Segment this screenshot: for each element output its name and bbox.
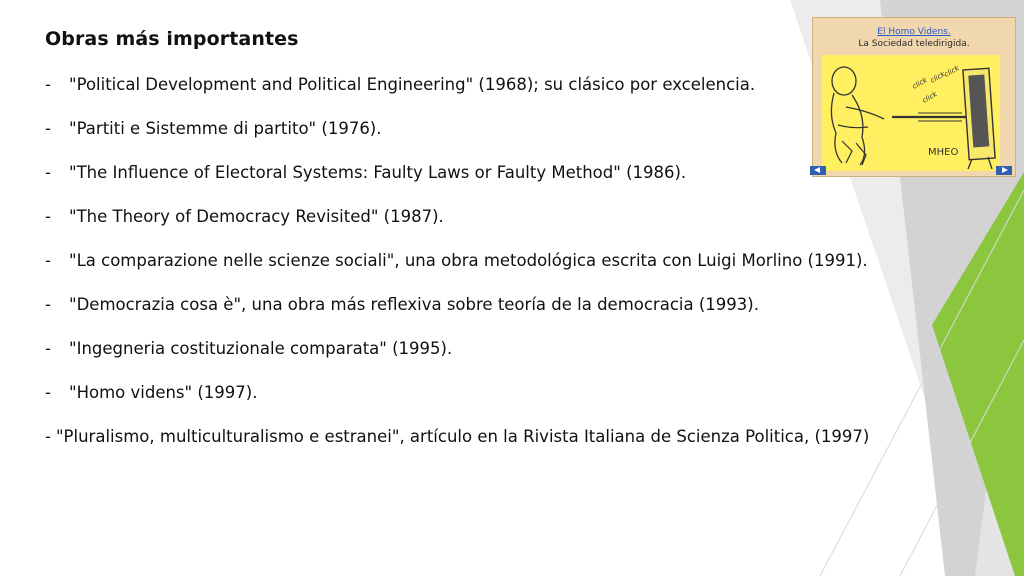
list-item-text: "Democrazia cosa è", una obra más reflexiva sobre teoría de la democracia (1993). xyxy=(69,295,759,314)
list-dash: - xyxy=(45,383,51,402)
list-item-text: "Ingegneria costituzionale comparata" (1995). xyxy=(69,339,453,358)
list-item-text: "Partiti e Sistemme di partito" (1976). xyxy=(69,119,382,138)
list-dash: - xyxy=(45,339,51,358)
list-item xyxy=(45,293,877,316)
cartoon-drawing xyxy=(822,55,1000,171)
list-dash: - xyxy=(45,295,51,314)
list-item xyxy=(45,205,877,228)
cartoon-image xyxy=(822,55,1000,171)
list-dash: - xyxy=(45,207,51,226)
homo-videns-link[interactable]: El Homo Videns. xyxy=(877,27,951,37)
arrow-left-icon[interactable] xyxy=(810,166,826,175)
list-item-text: "La comparazione nelle scienze sociali", una obra metodológica escrita con Luigi Morlino (1991). xyxy=(69,251,868,270)
list-item xyxy=(45,161,877,184)
list-item xyxy=(45,249,877,272)
cartoon-signature: MHEO xyxy=(928,147,959,158)
list-dash: - xyxy=(45,251,51,270)
list-item xyxy=(45,425,877,448)
list-item-text: "Pluralismo, multiculturalismo e estranei", artículo en la Rivista Italiana de Scienza Politica, (1997) xyxy=(55,427,870,446)
thumbnail-caption xyxy=(812,26,1016,50)
slide-title: Obras más importantes xyxy=(45,28,299,50)
list-item xyxy=(45,117,877,140)
click-word-4: click xyxy=(921,89,939,105)
list-dash: - xyxy=(45,427,51,446)
click-word-1: click xyxy=(911,75,929,91)
list-item-text: "The Influence of Electoral Systems: Faulty Laws or Faulty Method" (1986). xyxy=(69,163,687,182)
list-dash: - xyxy=(45,163,51,182)
list-item-text: "Political Development and Political Engineering" (1968); su clásico por excelencia. xyxy=(69,75,756,94)
list-item xyxy=(45,381,877,404)
arrow-right-icon[interactable] xyxy=(996,166,1012,175)
video-thumbnail[interactable] xyxy=(812,17,1016,177)
list-item xyxy=(45,73,877,96)
thumbnail-subtitle: La Sociedad teledirigida. xyxy=(858,39,970,49)
click-word-3: click xyxy=(943,63,961,79)
list-dash: - xyxy=(45,75,51,94)
list-item xyxy=(45,337,877,360)
list-item-text: "Homo videns" (1997). xyxy=(69,383,258,402)
list-dash: - xyxy=(45,119,51,138)
works-list xyxy=(45,73,877,469)
click-word-2: click xyxy=(929,69,947,85)
list-item-text: "The Theory of Democracy Revisited" (1987). xyxy=(69,207,444,226)
